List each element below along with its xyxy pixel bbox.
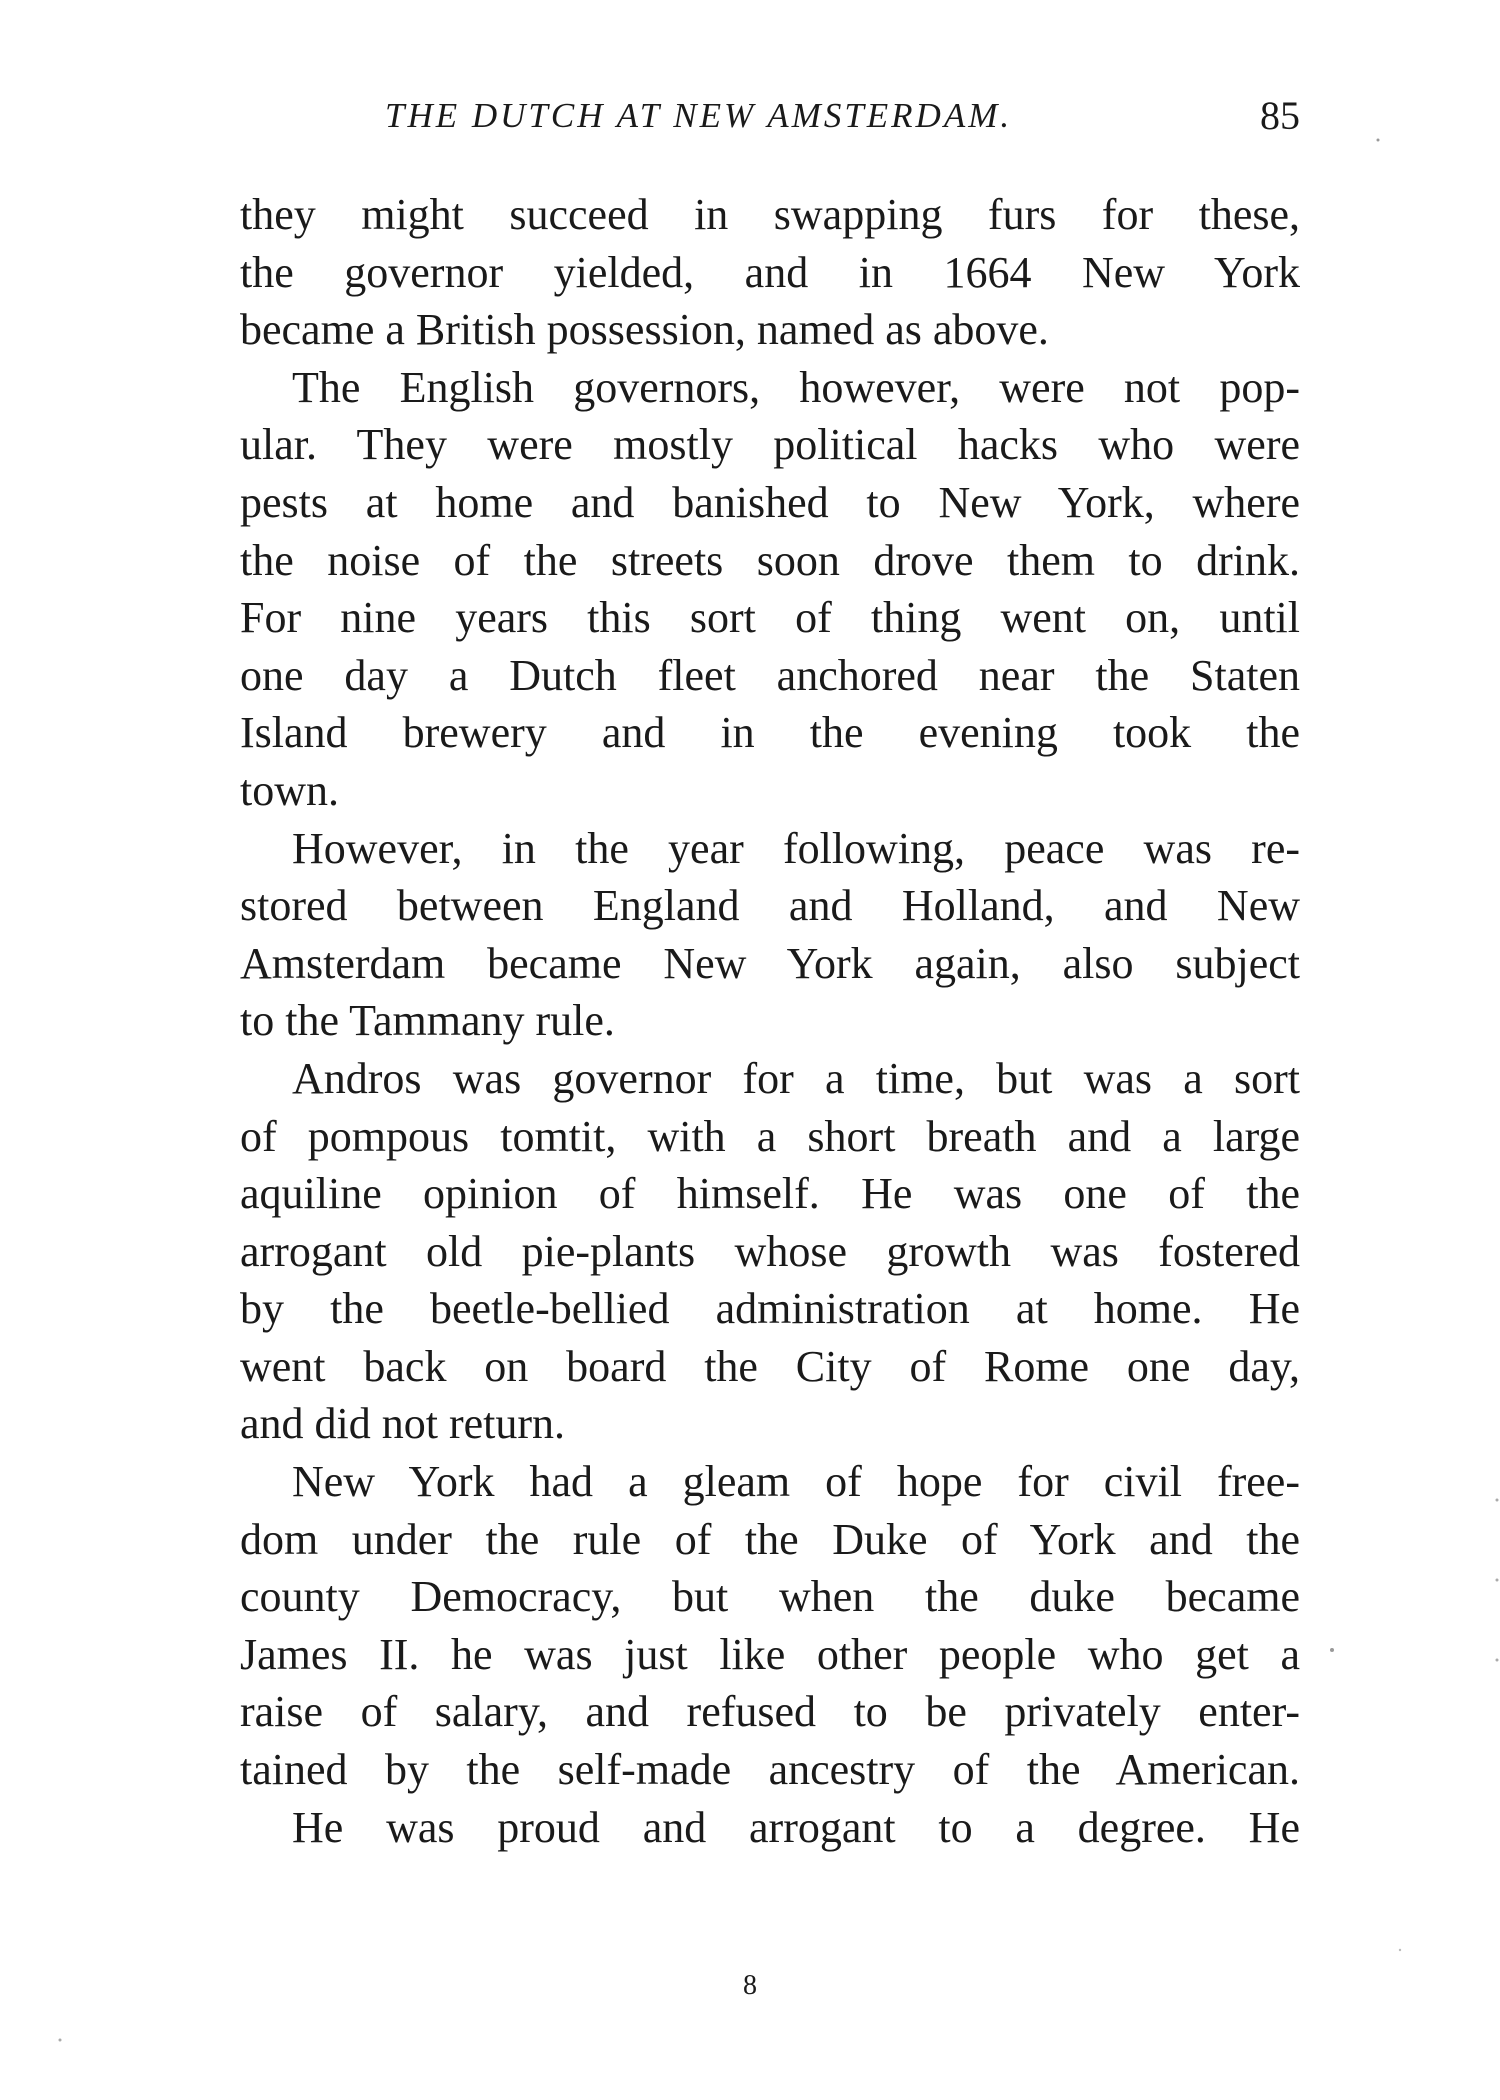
text-line: Amsterdam became New York again, also subject (240, 938, 1300, 988)
text-line: town. (240, 765, 339, 815)
text-line: they might succeed in swapping furs for these, (240, 190, 1300, 239)
speck (1377, 139, 1380, 142)
text-line: ular. They were mostly political hacks who were (240, 420, 1300, 470)
text-line: Island brewery and in the evening took the (240, 708, 1300, 758)
running-title: THE DUTCH AT NEW AMSTERDAM. (385, 96, 1013, 135)
text-line: and did not return. (240, 1399, 566, 1449)
text-line: tained by the self-made ancestry of the American. (240, 1745, 1300, 1795)
text-line: Andros was governor for a time, but was a sort (292, 1053, 1300, 1103)
speck (1330, 1648, 1334, 1652)
page-number: 85 (1260, 93, 1300, 138)
text-line: one day a Dutch fleet anchored near the Staten (240, 650, 1300, 700)
speck (59, 2039, 62, 2042)
text-line: James II. he was just like other people who get a (240, 1629, 1300, 1679)
text-line: The English governors, however, were not pop- (292, 362, 1300, 412)
text-line: to the Tammany rule. (240, 996, 615, 1046)
text-line: by the beetle-bellied administration at home. He (240, 1284, 1300, 1334)
text-line: became a British possession, named as above. (240, 305, 1049, 355)
text-line: of pompous tomtit, with a short breath and a large (240, 1111, 1300, 1161)
speck (1496, 1499, 1499, 1502)
text-line: pests at home and banished to New York, where (240, 477, 1300, 527)
text-line: stored between England and Holland, and New (240, 881, 1300, 931)
text-line: arrogant old pie-plants whose growth was fostered (240, 1226, 1300, 1276)
text-line: However, in the year following, peace was re- (292, 823, 1300, 873)
text-line: aquiline opinion of himself. He was one of the (240, 1169, 1300, 1219)
text-line: county Democracy, but when the duke became (240, 1572, 1300, 1622)
speck (1496, 1659, 1499, 1662)
text-line: the noise of the streets soon drove them to drink. (240, 535, 1300, 585)
speck (1496, 1579, 1499, 1582)
speck (1399, 1949, 1401, 1951)
text-line: dom under the rule of the Duke of York and the (240, 1514, 1300, 1564)
text-line: New York had a gleam of hope for civil free- (292, 1457, 1300, 1507)
text-line: He was proud and arrogant to a degree. He (292, 1802, 1300, 1852)
signature-mark: 8 (743, 1970, 757, 2001)
text-line: For nine years this sort of thing went on, until (240, 593, 1300, 643)
text-line: raise of salary, and refused to be privately enter- (240, 1687, 1300, 1737)
text-line: the governor yielded, and in 1664 New York (240, 247, 1300, 297)
text-line: went back on board the City of Rome one day, (240, 1341, 1300, 1391)
